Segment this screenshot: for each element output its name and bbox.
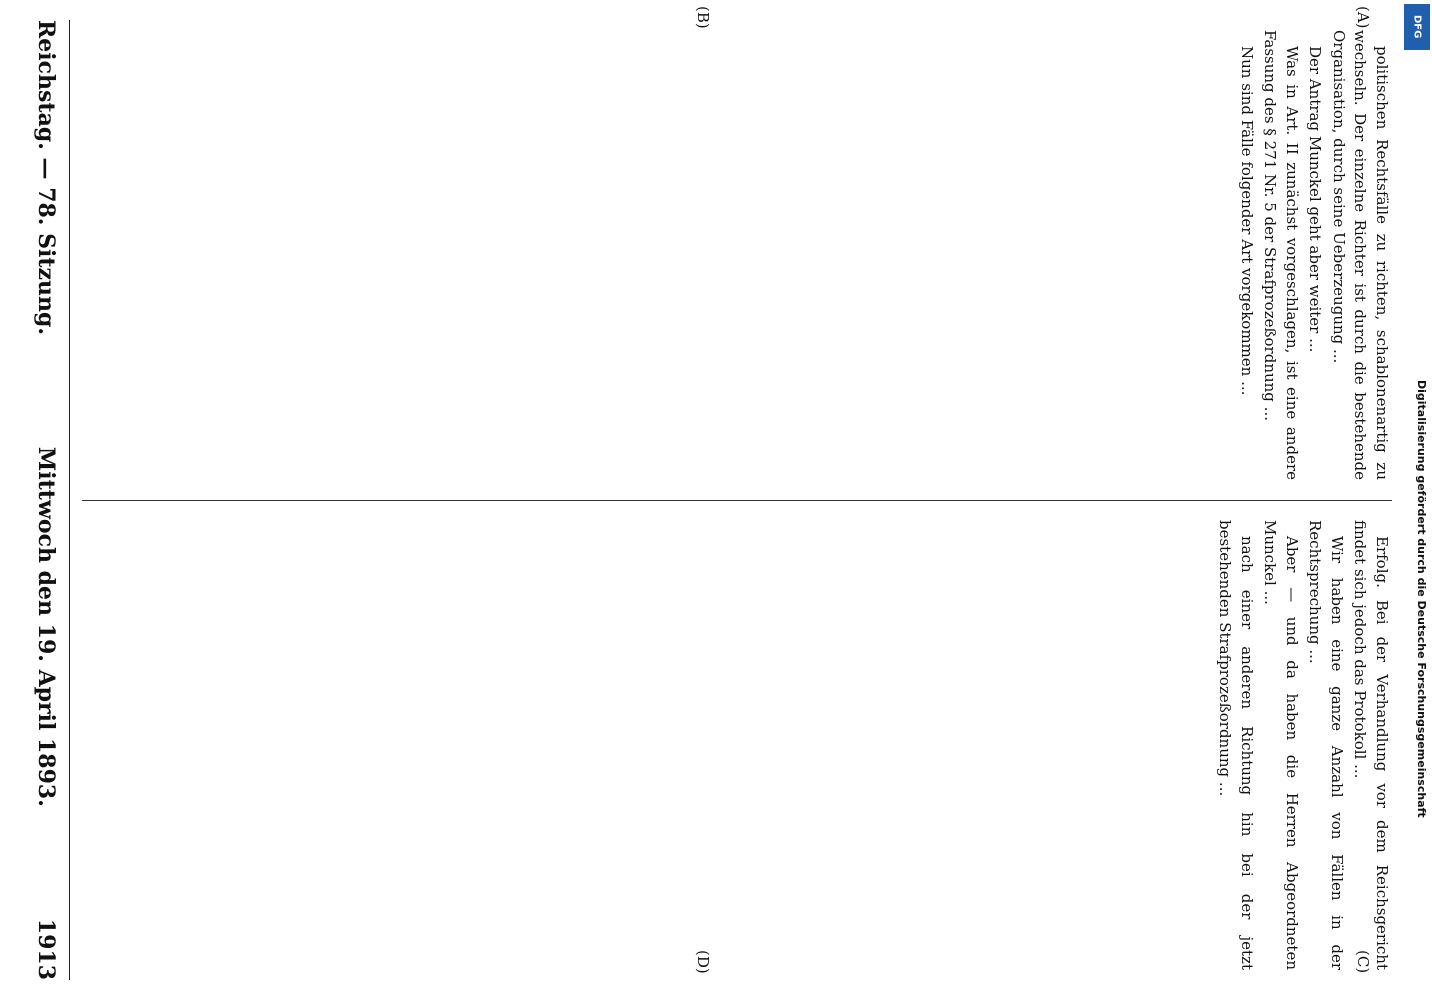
paragraph: Was in Art. II zunächst vorgeschlagen, ist eine andere Fassung des § 271 Nr. 5 der Strafprozeßordnung ... bbox=[1261, 30, 1301, 480]
paragraph: Nun sind Fälle folgender Art vorgekommen ... bbox=[1238, 46, 1256, 396]
header-rule bbox=[69, 20, 70, 980]
paragraph: Aber — und da haben die Herren Abgeordneten Munckel ... bbox=[1261, 520, 1301, 970]
header-page-number: 1913 bbox=[33, 918, 59, 980]
digitization-notice: Digitalisierung gefördert durch die Deutsche Forschungsgemeinschaft bbox=[1415, 380, 1428, 818]
marker-d: (D) bbox=[694, 950, 712, 974]
header-center: Mittwoch den 19. April 1893. bbox=[33, 446, 59, 807]
paragraph: nach einer anderen Richtung hin bei der jetzt bestehenden Strafprozeßordnung ... bbox=[1216, 520, 1256, 970]
column-left bbox=[82, 30, 1392, 480]
paragraph: Der Antrag Munckel geht aber weiter ... bbox=[1306, 46, 1325, 353]
dfg-logo: DFG bbox=[1404, 4, 1430, 50]
page-header bbox=[30, 20, 62, 980]
paragraph: Wir haben eine ganze Anzahl von Fällen in der Rechtsprechung ... bbox=[1306, 520, 1346, 970]
header-left: Reichstag. — 78. Sitzung. bbox=[33, 20, 59, 336]
marker-b: (B) bbox=[694, 6, 712, 29]
marker-c: (C) bbox=[1354, 950, 1372, 974]
paragraph: politischen Rechtsfälle zu richten, schablonenartig zu wechseln. Der einzelne Richter ist durch die bestehende Organisation, durch seine Ueberzeugung ... bbox=[1330, 30, 1391, 480]
marker-a: (A) bbox=[1354, 6, 1372, 29]
paragraph: Erfolg. Bei der Verhandlung vor dem Reichsgericht findet sich jedoch das Protokoll ... bbox=[1351, 520, 1391, 970]
column-separator bbox=[82, 500, 1392, 501]
column-right bbox=[82, 520, 1392, 970]
